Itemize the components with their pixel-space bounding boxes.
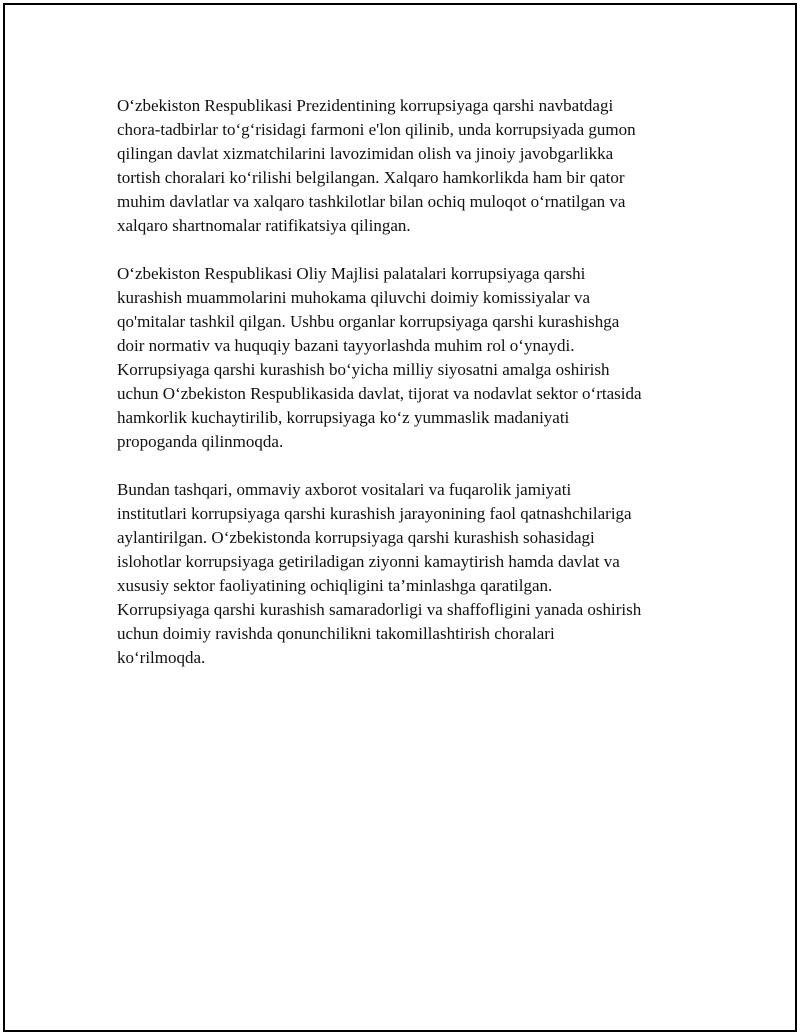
text-line: uchun doimiy ravishda qonunchilikni takomillashtirish choralari [117, 624, 555, 643]
text-line: islohotlar korrupsiyaga getiriladigan ziyonni kamaytirish hamda davlat va [117, 552, 620, 571]
text-line: chora-tadbirlar to‘g‘risidagi farmoni e'lon qilinib, unda korrupsiyada gumon [117, 120, 636, 139]
text-line: hamkorlik kuchaytirilib, korrupsiyaga ko‘z yummaslik madaniyati [117, 408, 570, 427]
text-line: aylantirilgan. O‘zbekistonda korrupsiyaga qarshi kurashish sohasidagi [117, 528, 595, 547]
text-line: Korrupsiyaga qarshi kurashish samaradorligi va shaffofligini yanada oshirish [117, 600, 642, 619]
text-line: Korrupsiyaga qarshi kurashish bo‘yicha milliy siyosatni amalga oshirish [117, 360, 610, 379]
text-line: xalqaro shartnomalar ratifikatsiya qilingan. [117, 216, 411, 235]
text-line: institutlari korrupsiyaga qarshi kurashish jarayonining faol qatnashchilariga [117, 504, 632, 523]
text-line: xususiy sektor faoliyatining ochiqligini ta’minlashga qaratilgan. [117, 576, 553, 595]
text-line: doir normativ va huquqiy bazani tayyorlashda muhim rol o‘ynaydi. [117, 336, 575, 355]
text-line: propoganda qilinmoqda. [117, 432, 284, 451]
text-line: muhim davlatlar va xalqaro tashkilotlar bilan ochiq muloqot o‘rnatilgan va [117, 192, 626, 211]
paragraph-3 [117, 478, 697, 670]
text-line: O‘zbekiston Respublikasi Prezidentining korrupsiyaga qarshi navbatdagi [117, 96, 614, 115]
text-line: tortish choralari ko‘rilishi belgilangan. Xalqaro hamkorlikda ham bir qator [117, 168, 625, 187]
text-line: Bundan tashqari, ommaviy axborot vositalari va fuqarolik jamiyati [117, 480, 572, 499]
document-body [117, 94, 697, 694]
text-line: kurashish muammolarini muhokama qiluvchi doimiy komissiyalar va [117, 288, 591, 307]
text-line: O‘zbekiston Respublikasi Oliy Majlisi palatalari korrupsiyaga qarshi [117, 264, 586, 283]
paragraph-2 [117, 262, 697, 454]
text-line: qo'mitalar tashkil qilgan. Ushbu organlar korrupsiyaga qarshi kurashishga [117, 312, 620, 331]
paragraph-1 [117, 94, 697, 238]
text-line: qilingan davlat xizmatchilarini lavozimidan olish va jinoiy javobgarlikka [117, 144, 614, 163]
text-line: uchun O‘zbekiston Respublikasida davlat, tijorat va nodavlat sektor o‘rtasida [117, 384, 642, 403]
text-line: ko‘rilmoqda. [117, 648, 206, 667]
